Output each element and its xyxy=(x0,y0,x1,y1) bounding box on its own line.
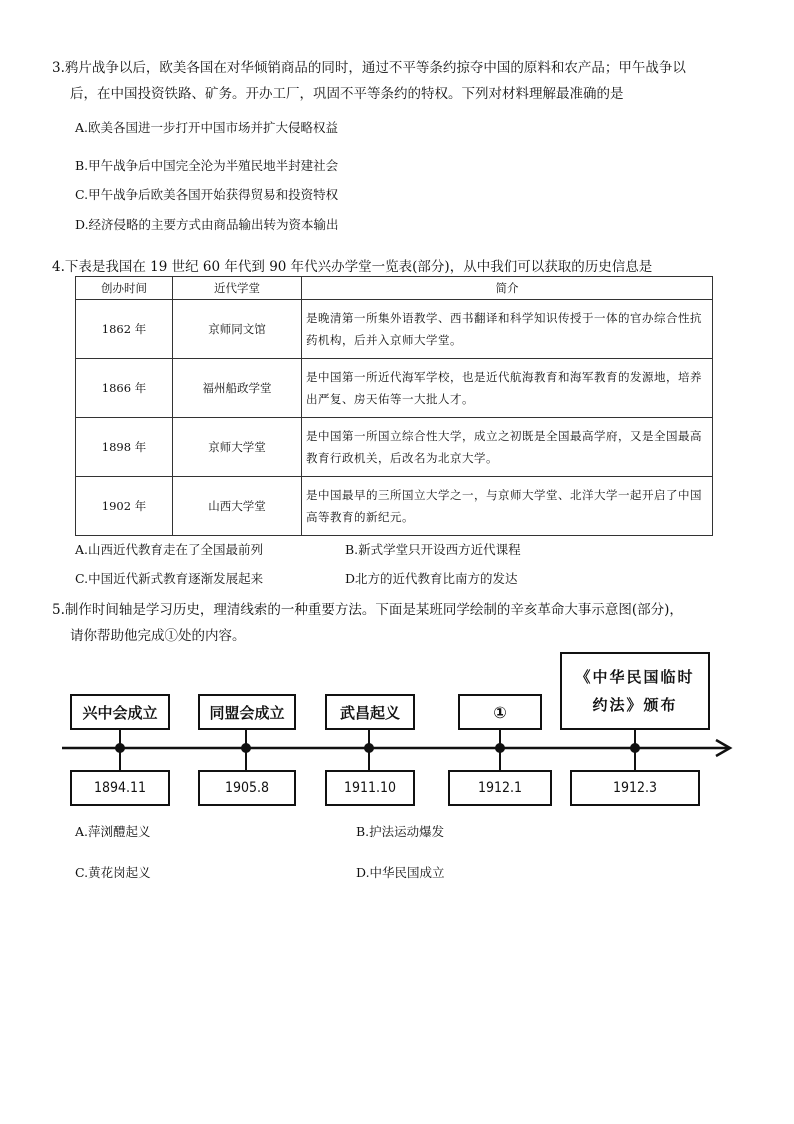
row-school: 京师大学堂 xyxy=(173,418,302,477)
q3-option-a[interactable]: A.欧美各国进一步打开中国市场并扩大侵略权益 xyxy=(75,120,339,135)
q4-option-d[interactable]: D北方的近代教育比南方的发达 xyxy=(345,571,518,586)
timeline-dot xyxy=(241,743,251,753)
header-description: 简介 xyxy=(302,277,713,300)
q4-option-b[interactable]: B.新式学堂只开设西方近代课程 xyxy=(345,542,521,557)
q3-stem-line1: 3.鸦片战争以后，欧美各国在对华倾销商品的同时，通过不平等条约掠夺中国的原料和农产品；甲午战争以 xyxy=(52,60,686,76)
q4-stem: 4.下表是我国在 19 世纪 60 年代到 90 年代兴办学堂一览表(部分)，从中我们可以获取的历史信息是 xyxy=(52,259,653,275)
row-school: 京师同文馆 xyxy=(173,300,302,359)
header-school: 近代学堂 xyxy=(173,277,302,300)
q5-option-c[interactable]: C.黄花岗起义 xyxy=(75,865,151,880)
date-box: 1912.1 xyxy=(448,770,552,806)
q5-option-b[interactable]: B.护法运动爆发 xyxy=(356,824,445,839)
event-box-wuchang-uprising: 武昌起义 xyxy=(325,694,415,730)
q4-option-c[interactable]: C.中国近代新式教育逐渐发展起来 xyxy=(75,571,264,586)
event-box-xingzhonghui: 兴中会成立 xyxy=(70,694,170,730)
date-box: 1911.10 xyxy=(325,770,415,806)
timeline-dot xyxy=(495,743,505,753)
row-description: 是中国最早的三所国立大学之一，与京师大学堂、北洋大学一起开启了中国高等教育的新纪元。 xyxy=(302,477,713,536)
timeline-dot xyxy=(115,743,125,753)
q5-stem-line1: 5.制作时间轴是学习历史，理清线索的一种重要方法。下面是某班同学绘制的辛亥革命大事示意图(部分)， xyxy=(52,602,683,618)
q3-option-c[interactable]: C.甲午战争后欧美各国开始获得贸易和投资特权 xyxy=(75,187,339,202)
row-description: 是晚清第一所集外语教学、西书翻译和科学知识传授于一体的官办综合性抗药机构，后并入京师大学堂。 xyxy=(302,300,713,359)
row-school: 山西大学堂 xyxy=(173,477,302,536)
q3-option-b[interactable]: B.甲午战争后中国完全沦为半殖民地半封建社会 xyxy=(75,158,339,173)
row-year: 1902 年 xyxy=(76,477,173,536)
q5-stem-line2: 请你帮助他完成①处的内容。 xyxy=(70,628,246,644)
q3-stem-line2: 后，在中国投资铁路、矿务。开办工厂，巩固不平等条约的特权。下列对材料理解最准确的是 xyxy=(70,86,624,102)
event-box-blank-1[interactable]: ① xyxy=(458,694,542,730)
timeline-dot xyxy=(364,743,374,753)
q5-option-d[interactable]: D.中华民国成立 xyxy=(356,865,445,880)
timeline-dot xyxy=(630,743,640,753)
row-year: 1866 年 xyxy=(76,359,173,418)
q3-option-d[interactable]: D.经济侵略的主要方式由商品输出转为资本输出 xyxy=(75,217,339,232)
date-box: 1905.8 xyxy=(198,770,296,806)
row-description: 是中国第一所国立综合性大学，成立之初既是全国最高学府，又是全国最高教育行政机关，后改名为北京大学。 xyxy=(302,418,713,477)
row-school: 福州船政学堂 xyxy=(173,359,302,418)
q5-option-a[interactable]: A.萍浏醴起义 xyxy=(75,824,151,839)
q4-option-a[interactable]: A.山西近代教育走在了全国最前列 xyxy=(75,542,264,557)
row-year: 1862 年 xyxy=(76,300,173,359)
date-box: 1912.3 xyxy=(570,770,700,806)
row-description: 是中国第一所近代海军学校，也是近代航海教育和海军教育的发源地，培养出严复、房天佑等一大批人才。 xyxy=(302,359,713,418)
header-founding-time: 创办时间 xyxy=(76,277,173,300)
event-box-tongmenghui: 同盟会成立 xyxy=(198,694,296,730)
event-box-provisional-constitution: 《中华民国临时约法》颁布 xyxy=(560,652,710,730)
row-year: 1898 年 xyxy=(76,418,173,477)
date-box: 1894.11 xyxy=(70,770,170,806)
